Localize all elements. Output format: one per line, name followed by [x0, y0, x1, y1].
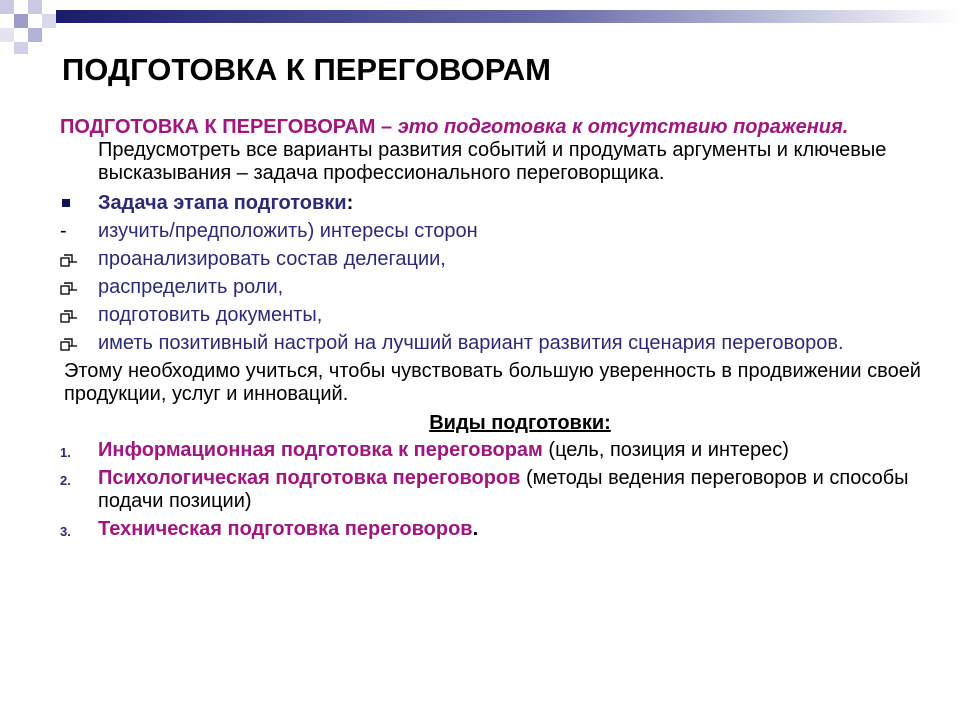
numbered-item — [60, 439, 940, 462]
dash-item-text: изучить/предположить) интересы сторон — [98, 220, 478, 242]
intro-dash: – — [375, 116, 398, 138]
list-item-text: иметь позитивный настрой на лучший вариант развития сценария переговоров. — [98, 332, 844, 354]
dash-marker: - — [60, 220, 67, 242]
learn-paragraph: Этому необходимо учиться, чтобы чувствовать большую уверенность в продвижении своей продукции, услуг и инноваций. — [64, 360, 921, 405]
numbered-item-rest: (методы ведения переговоров и способы подачи позиции) — [98, 467, 909, 512]
checkbox-bullet-icon — [60, 252, 80, 268]
list-item — [60, 332, 940, 355]
task-colon: : — [346, 192, 354, 214]
list-item-text: распределить роли, — [98, 276, 284, 298]
types-heading: Виды подготовки: — [429, 412, 611, 434]
task-label: Задача этапа подготовки — [98, 192, 347, 214]
item-number: 1. — [60, 445, 71, 460]
intro-definition: это подготовка к отсутствию поражения. — [397, 116, 849, 138]
slide-content — [60, 116, 940, 546]
item-number: 3. — [60, 524, 71, 539]
list-item-text: подготовить документы, — [98, 304, 323, 326]
numbered-item — [60, 518, 940, 541]
square-bullet-icon — [62, 199, 70, 207]
numbered-item-title: Техническая подготовка переговоров — [98, 518, 473, 540]
checkbox-bullet-icon — [60, 280, 80, 296]
slide-title: ПОДГОТОВКА К ПЕРЕГОВОРАМ — [62, 52, 551, 87]
checkbox-bullet-icon — [60, 336, 80, 352]
numbered-item-title: Информационная подготовка к переговорам — [98, 439, 543, 461]
list-item — [60, 276, 940, 299]
intro-term: ПОДГОТОВКА К ПЕРЕГОВОРАМ — [60, 116, 376, 138]
checkbox-bullet-icon — [60, 308, 80, 324]
list-item — [60, 248, 940, 271]
dash-item — [60, 220, 940, 243]
numbered-item-rest: . — [472, 518, 479, 540]
list-item-text: проанализировать состав делегации, — [98, 248, 446, 270]
numbered-item — [60, 467, 940, 513]
list-item — [60, 304, 940, 327]
numbered-item-title: Психологическая подготовка переговоров — [98, 467, 521, 489]
task-item — [60, 192, 940, 215]
numbered-item-rest: (цель, позиция и интерес) — [542, 439, 789, 461]
header-decoration — [0, 0, 960, 60]
intro-rest: Предусмотреть все варианты развития событий и продумать аргументы и ключевые высказывания – задача профессионального переговорщика. — [98, 139, 887, 184]
intro-paragraph — [60, 116, 940, 185]
item-number: 2. — [60, 473, 71, 488]
